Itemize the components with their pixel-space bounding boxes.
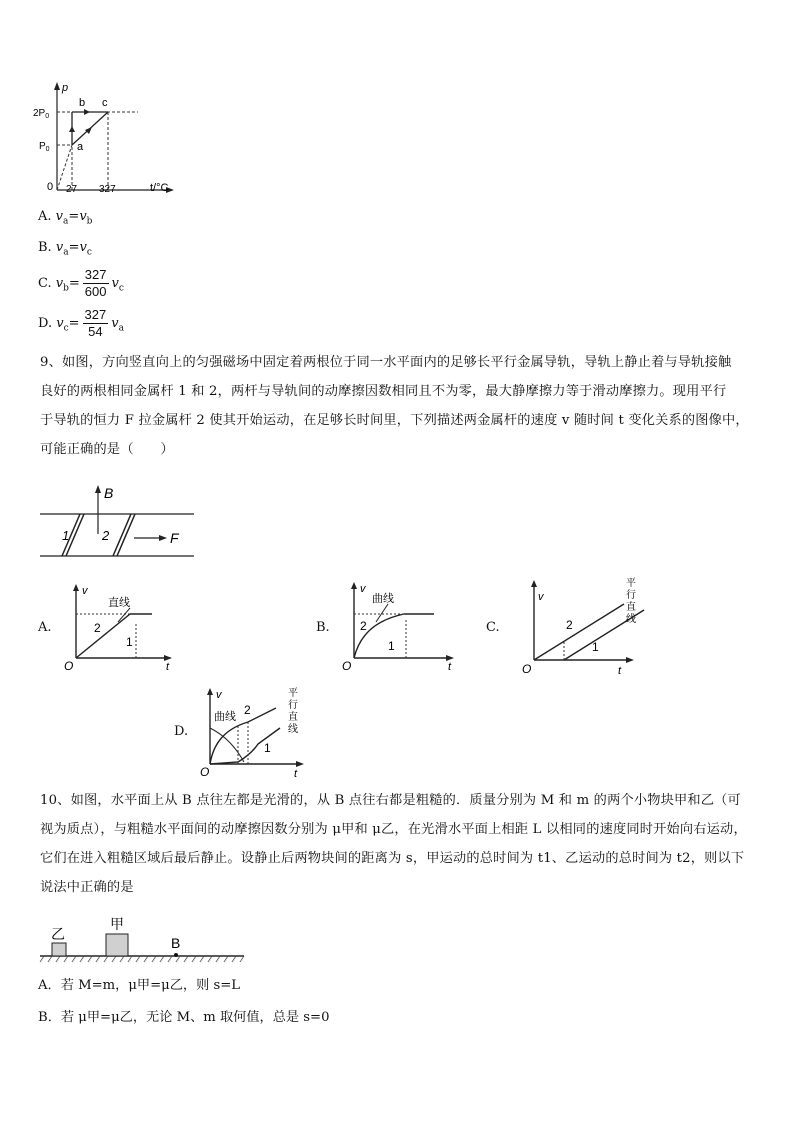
q8-option-d[interactable]: D. $v_c=$ $\frac{327}{54}$ $v_a$ <box>38 307 124 339</box>
q9-option-a-letter[interactable]: A. <box>38 620 52 635</box>
svg-text:曲线: 曲线 <box>372 593 394 605</box>
q8-option-a[interactable]: A. $v_a=v_b$ <box>38 209 93 227</box>
svg-text:O: O <box>200 765 210 779</box>
svg-text:t: t <box>294 768 298 780</box>
svg-text:O: O <box>522 662 532 676</box>
svg-text:平: 平 <box>288 688 298 699</box>
q10-block-jia <box>106 934 128 956</box>
q9-line-4: 可能正确的是（ ） <box>40 442 174 457</box>
q10-line-1: 10、如图，水平面上从 B 点往左都是光滑的，从 B 点往右都是粗糙的．质量分别为 M 和 m 的两个小物块甲和乙（可 <box>40 793 741 808</box>
svg-text:1: 1 <box>264 741 271 755</box>
q9-f-label: F <box>170 530 179 546</box>
q8-option-b[interactable]: B. $v_a=v_c$ <box>38 240 92 258</box>
svg-text:直: 直 <box>626 602 636 613</box>
q9-option-c-letter[interactable]: C. <box>486 620 500 635</box>
svg-text:2P0: $2P_0$ <box>33 108 50 120</box>
q8-option-c[interactable]: C. $v_b=$ $\frac{327}{600}$ $v_c$ <box>38 267 124 299</box>
q9-b-label: B <box>104 485 114 501</box>
q10-stem <box>40 786 760 902</box>
svg-text:乙: 乙 <box>51 926 65 942</box>
svg-text:2: 2 <box>94 621 101 635</box>
svg-text:v: v <box>82 585 88 597</box>
svg-text:2: 2 <box>244 703 251 717</box>
svg-text:v: v <box>216 689 222 701</box>
q8-point-c: c <box>102 97 108 109</box>
svg-text:t: t <box>618 665 622 676</box>
svg-text:2: 2 <box>360 619 367 633</box>
q9-option-c-graph[interactable] <box>512 576 662 676</box>
q8-tick-p0: P <box>39 141 46 152</box>
svg-text:1: 1 <box>592 640 599 654</box>
q9-stem <box>40 348 760 464</box>
q10-blocks-figure <box>38 912 248 968</box>
svg-text:线: 线 <box>288 724 298 735</box>
svg-text:2: 2 <box>566 618 573 632</box>
svg-text:O: O <box>64 659 74 672</box>
svg-text:v: v <box>538 591 544 603</box>
svg-text:行: 行 <box>626 590 636 601</box>
q9-line-1: 9、如图，方向竖直向上的匀强磁场中固定着两根位于同一水平面内的足够长平行金属导轨，导轨上静止着与导轨接触 <box>40 355 732 370</box>
q9-rod1-label: 1 <box>62 528 70 543</box>
q10-block-yi <box>52 943 66 956</box>
q8-tick-27: 27 <box>66 184 78 195</box>
q10-option-b[interactable]: B．若 μ甲=μ乙，无论 M、m 取何值，总是 s=0 <box>38 1010 330 1025</box>
q8-point-b: b <box>79 97 86 109</box>
q9-option-b-graph[interactable] <box>340 578 466 672</box>
q10-line-2: 视为质点），与粗糙水平面间的动摩擦因数分别为 μ甲和 μ乙，在光滑水平面上相距 L 以相同的速度同时开始向右运动， <box>40 822 747 837</box>
svg-text:平: 平 <box>626 578 636 589</box>
q8-pt-graph <box>30 78 190 198</box>
svg-text:P0: $P_0$ <box>39 141 50 153</box>
svg-text:甲: 甲 <box>110 916 124 932</box>
q8-tick-327: 327 <box>99 184 116 195</box>
q9-line-2: 良好的两根相同金属杆 1 和 2，两杆与导轨间的动摩擦因数相同且不为零，最大静摩擦力等于滑动摩擦力。现用平行 <box>40 384 727 399</box>
svg-text:行: 行 <box>288 700 298 711</box>
q8-tick-2p0: 2P <box>33 108 46 119</box>
q10-line-4: 说法中正确的是 <box>40 880 134 895</box>
svg-text:1: 1 <box>388 639 395 653</box>
svg-text:v: v <box>360 583 366 595</box>
q9-option-b-letter[interactable]: B. <box>316 620 330 635</box>
svg-text:直线: 直线 <box>108 596 130 609</box>
svg-text:线: 线 <box>626 614 636 625</box>
q9-option-a-graph[interactable] <box>62 580 182 672</box>
q9-rod2-label: 2 <box>102 528 110 543</box>
q8-x-label: t/°C <box>150 182 169 194</box>
svg-text:t: t <box>166 661 170 672</box>
svg-text:曲线: 曲线 <box>214 711 236 723</box>
q9-option-d-letter[interactable]: D. <box>174 724 189 739</box>
q9-line-3: 于导轨的恒力 F 拉金属杆 2 使其开始运动，在足够长时间里，下列描述两金属杆的速度 v 随时间 t 变化关系的图像中， <box>40 413 749 428</box>
q8-y-label: p <box>62 82 69 94</box>
q10-line-3: 它们在进入粗糙区域后最后静止。设静止后两物块间的距离为 s，甲运动的总时间为 t1、乙运动的总时间为 t2，则以下 <box>40 851 745 866</box>
svg-text:直: 直 <box>288 712 298 723</box>
q9-option-d-graph[interactable] <box>196 684 316 780</box>
q8-origin: 0 <box>47 181 54 193</box>
svg-text:1: 1 <box>126 635 133 649</box>
svg-text:O: O <box>342 659 352 672</box>
svg-text:t: t <box>448 661 452 672</box>
svg-text:B: B <box>171 935 181 951</box>
q8-point-a: a <box>77 141 84 153</box>
q10-option-a[interactable]: A．若 M=m，μ甲=μ乙，则 s=L <box>38 978 241 993</box>
q9-rails-figure <box>38 484 198 564</box>
